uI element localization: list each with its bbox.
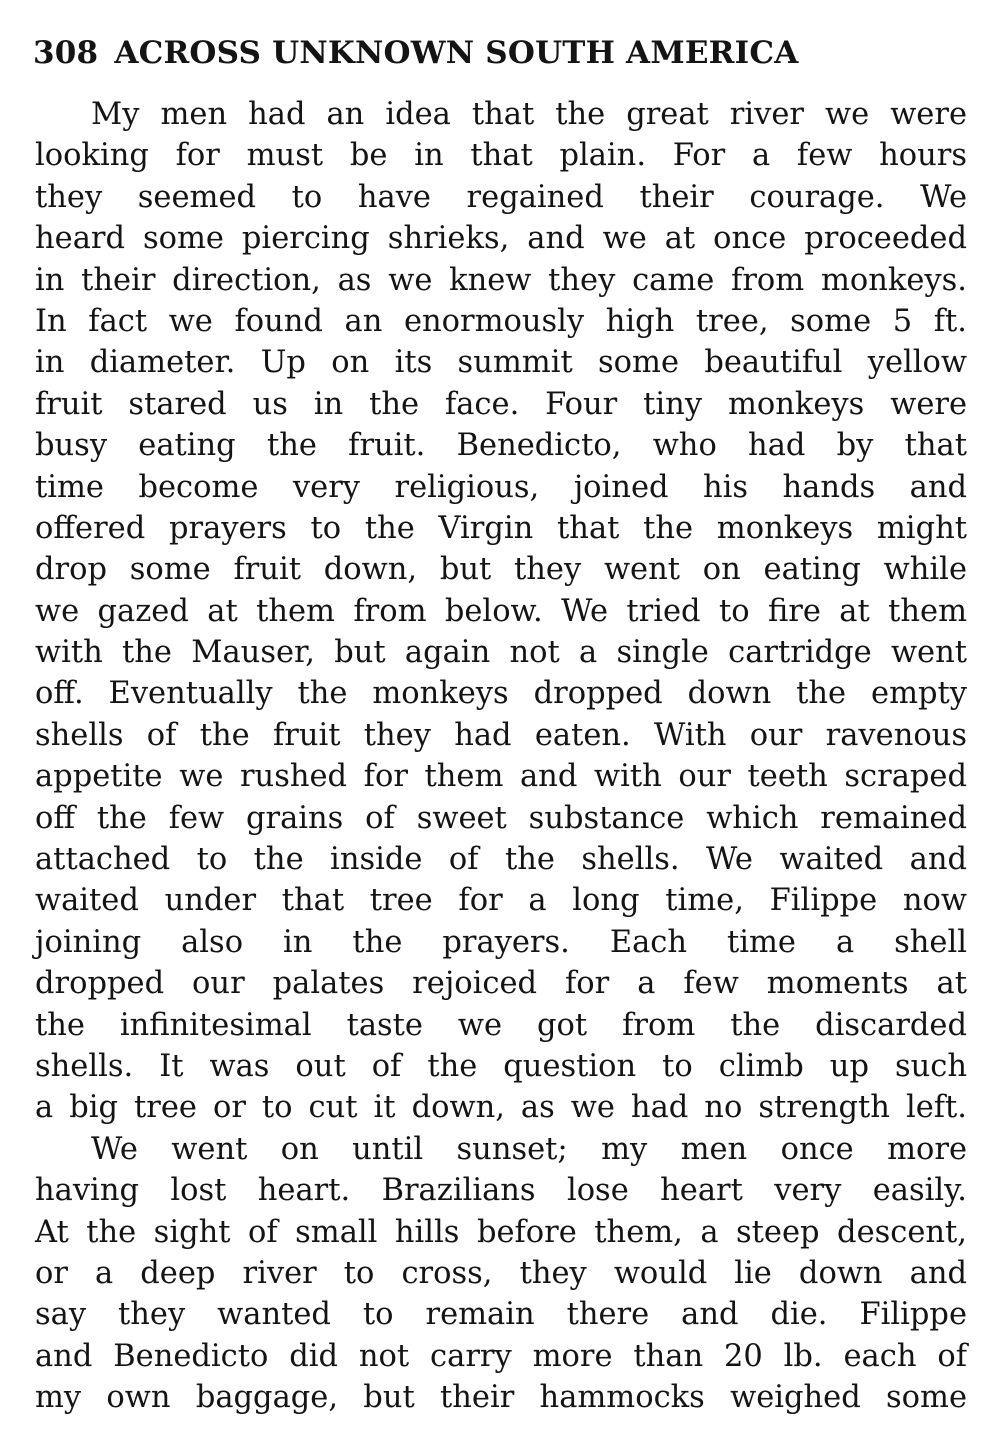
text-line: looking for must be in that plain. For a few hours bbox=[35, 138, 967, 174]
text-line: say they wanted to remain there and die. Filippe bbox=[35, 1297, 967, 1333]
text-line: off the few grains of sweet substance which remained bbox=[35, 800, 967, 836]
text-line: shells of the fruit they had eaten. With our ravenous bbox=[35, 717, 967, 753]
text-line: we gazed at them from below. We tried to fire at them bbox=[35, 593, 967, 629]
text-line: busy eating the fruit. Benedicto, who had by that bbox=[35, 428, 967, 464]
text-line: My men had an idea that the great river we were bbox=[91, 97, 967, 132]
text-line: they seemed to have regained their courage. We bbox=[35, 179, 967, 215]
text-line: my own baggage, but their hammocks weighed some bbox=[35, 1380, 967, 1416]
text-line: off. Eventually the monkeys dropped down the empty bbox=[35, 676, 967, 712]
text-line: with the Mauser, but again not a single cartridge went bbox=[35, 635, 967, 671]
text-line: a big tree or to cut it down, as we had no strength left. bbox=[35, 1090, 967, 1126]
text-line: In fact we found an enormously high tree, some 5 ft. bbox=[35, 303, 967, 339]
text-line: waited under that tree for a long time, Filippe now bbox=[35, 883, 967, 919]
text-line: We went on until sunset; my men once more bbox=[91, 1131, 967, 1167]
text-line: offered prayers to the Virgin that the monkeys might bbox=[35, 510, 967, 546]
text-line: appetite we rushed for them and with our teeth scraped bbox=[35, 759, 967, 795]
text-line: fruit stared us in the face. Four tiny monkeys were bbox=[35, 386, 967, 422]
running-head bbox=[33, 30, 933, 76]
running-title: ACROSS UNKNOWN SOUTH AMERICA bbox=[114, 35, 799, 71]
text-line: time become very religious, joined his hands and bbox=[35, 469, 967, 505]
text-line: attached to the inside of the shells. We waited and bbox=[35, 842, 967, 878]
text-line: or a deep river to cross, they would lie down and bbox=[35, 1255, 967, 1291]
text-line: having lost heart. Brazilians lose heart very easily. bbox=[35, 1173, 967, 1209]
text-line: in diameter. Up on its summit some beautiful yellow bbox=[35, 345, 967, 381]
text-line: in their direction, as we knew they came from monkeys. bbox=[35, 262, 967, 298]
body-text bbox=[35, 94, 967, 1419]
text-line: dropped our palates rejoiced for a few moments at bbox=[35, 966, 967, 1002]
page-number: 308 bbox=[33, 35, 99, 71]
text-line: drop some fruit down, but they went on eating while bbox=[35, 552, 967, 588]
text-line: joining also in the prayers. Each time a shell bbox=[35, 924, 967, 960]
text-line: and Benedicto did not carry more than 20 lb. each of bbox=[35, 1338, 967, 1374]
text-line: the infinitesimal taste we got from the discarded bbox=[35, 1007, 967, 1043]
text-line: heard some piercing shrieks, and we at once proceeded bbox=[35, 221, 967, 257]
text-line: At the sight of small hills before them, a steep descent, bbox=[35, 1214, 967, 1250]
text-line: shells. It was out of the question to climb up such bbox=[35, 1048, 967, 1084]
